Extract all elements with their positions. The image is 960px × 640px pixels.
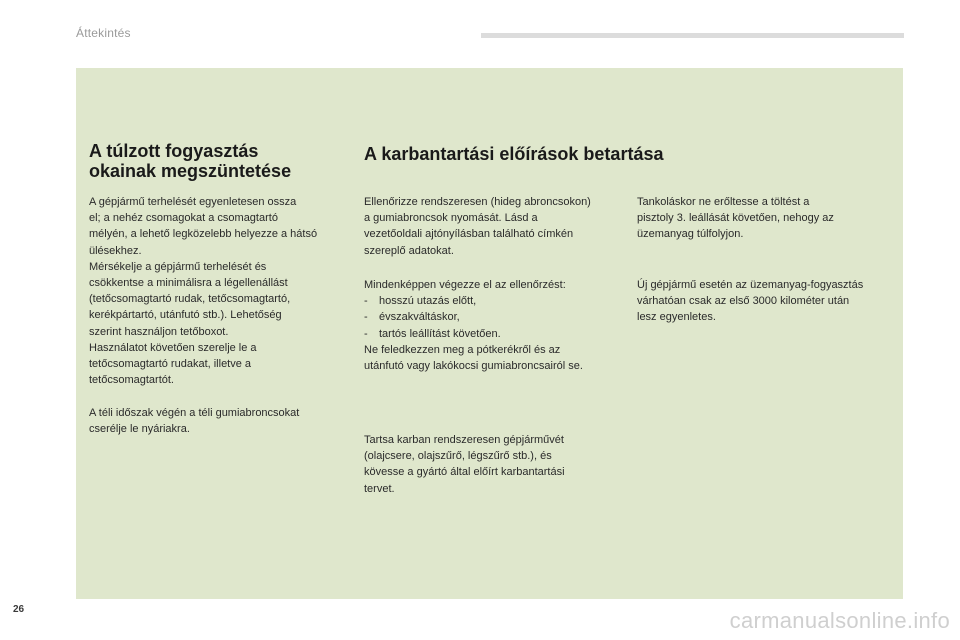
right-col1-paragraph-3: [364, 432, 629, 497]
text-line: csökkentse a minimálisra a légellenállást: [89, 277, 288, 290]
text-line: Új gépjármű esetén az üzemanyag-fogyasztás: [637, 279, 864, 291]
left-heading-line1: A túlzott fogyasztás: [89, 141, 259, 161]
text-line: mélyén, a lehető legközelebb helyezze a hátsó: [89, 228, 318, 241]
right-col1-paragraph-2: [364, 277, 629, 374]
header-title: Áttekintés: [76, 26, 131, 40]
text-line: ülésekhez.: [89, 244, 142, 257]
list-dash: -: [364, 295, 368, 308]
right-col1-paragraph-1: [364, 194, 629, 259]
text-line: el; a nehéz csomagokat a csomagtartó: [89, 212, 278, 225]
watermark: carmanualsonline.info: [729, 608, 950, 633]
header-bar: [481, 33, 904, 38]
text-line: tetőcsomagtartót.: [89, 374, 174, 387]
text-line: utánfutó vagy lakókocsi gumiabroncsairól se.: [364, 360, 583, 373]
list-intro: Mindenképpen végezze el az ellenőrzést:: [364, 279, 566, 291]
left-paragraph-1: [89, 194, 354, 388]
text-line: tervet.: [364, 482, 395, 495]
text-line: vezetőoldali ajtónyílásban található címkén: [364, 228, 574, 241]
text-line: Mérsékelje a gépjármű terhelését és: [89, 260, 267, 273]
text-line: kövesse a gyártó által előírt karbantartási: [364, 466, 565, 479]
text-line: A gépjármű terhelését egyenletesen ossza: [89, 196, 297, 208]
text-line: a gumiabroncsok nyomását. Lásd a: [364, 212, 538, 225]
list-dash: -: [364, 311, 368, 324]
text-line: Tankoláskor ne erőltesse a töltést a: [637, 196, 810, 208]
list-item: [364, 293, 629, 309]
text-line: szereplő adatokat.: [364, 244, 454, 257]
text-line: Ellenőrizze rendszeresen (hideg abroncsokon): [364, 196, 591, 208]
text-line: Használatot követően szerelje le a: [89, 341, 257, 354]
text-line: A téli időszak végén a téli gumiabroncsokat: [89, 407, 300, 419]
text-line: (olajcsere, olajszűrő, légszűrő stb.), és: [364, 450, 552, 463]
list-item-text: tartós leállítást követően.: [379, 327, 501, 340]
list-item-text: évszakváltáskor,: [379, 311, 460, 324]
left-heading: [89, 141, 291, 181]
text-line: kerékpártartó, utánfutó stb.). Lehetőség: [89, 309, 282, 322]
list-item-text: hosszú utazás előtt,: [379, 295, 477, 308]
text-line: Ne feledkezzen meg a pótkerékről és az: [364, 343, 561, 356]
text-line: (tetőcsomagtartó rudak, tetőcsomagtartó,: [89, 293, 291, 306]
text-line: cserélje le nyáriakra.: [89, 423, 190, 436]
list-item: [364, 309, 629, 325]
text-line: tetőcsomagtartó rudakat, illetve a: [89, 358, 252, 371]
text-line: pisztoly 3. leállását követően, nehogy az: [637, 212, 834, 225]
text-line: lesz egyenletes.: [637, 311, 716, 324]
left-heading-line2: okainak megszüntetése: [89, 161, 292, 181]
text-line: szerint használjon tetőboxot.: [89, 325, 229, 338]
list-dash: -: [364, 327, 368, 340]
text-line: Tartsa karban rendszeresen gépjárművét: [364, 434, 564, 446]
right-heading: A karbantartási előírások betartása: [364, 144, 664, 164]
left-paragraph-2: [89, 405, 354, 437]
check-list: [364, 293, 629, 342]
text-line: várhatóan csak az első 3000 kilométer után: [637, 295, 850, 308]
right-col2-paragraph-2: [637, 277, 899, 326]
right-col2-paragraph-1: [637, 194, 899, 243]
list-item: [364, 326, 629, 342]
page-number: 26: [13, 604, 25, 615]
text-line: üzemanyag túlfolyjon.: [637, 228, 744, 241]
